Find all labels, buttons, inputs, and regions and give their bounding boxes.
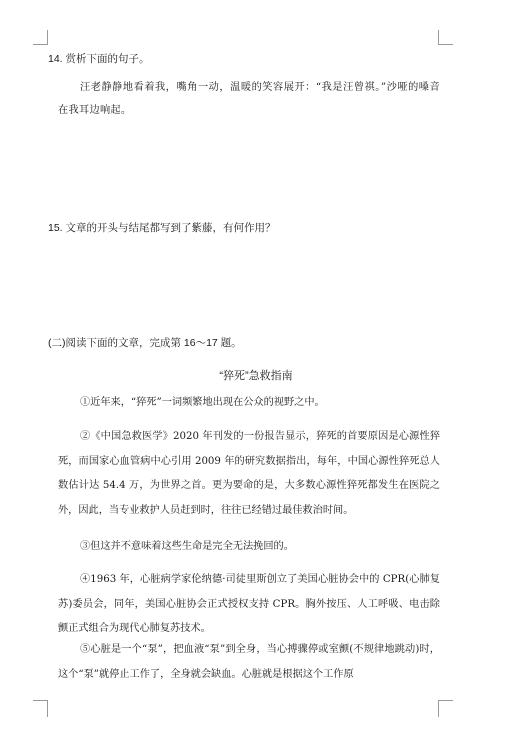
paragraph-4: ④1963 年，心脏病学家伦纳德·司徒里斯创立了美国心脏协会中的 CPR(心肺复苏)委员会，同年，美国心脏协会正式授权支持 CPR。胸外按压、人工呼吸、电击除颤正式组合为现代心肺复苏技术。	[58, 574, 440, 634]
crop-mark-bottom-right	[438, 700, 453, 717]
paragraph-3: ③但这并不意味着这些生命是完全无法挽回的。	[80, 541, 294, 552]
paragraph-1: ①近年来，“猝死”一词频繁地出现在公众的视野之中。	[80, 397, 325, 408]
section-2-intro: (二)阅读下面的文章，完成第 16～17 题。	[48, 337, 242, 349]
paragraph-2: ②《中国急救医学》2020 年刊发的一份报告显示，猝死的首要原因是心源性猝死，而国家心血管病中心引用 2009 年的研究数据指出，每年，中国心源性猝死总人数估计达 54.4 万，为世界之首。更为要命的是，大多数心源性猝死都发生在医院之外，因此，当专业救护人员赶到时，往往已经错过最佳救治时间。	[58, 431, 440, 516]
question-15: 15. 文章的开头与结尾都写到了紫藤，有何作用？	[48, 222, 276, 234]
crop-mark-top-left	[33, 30, 48, 45]
paragraph-5: ⑤心脏是一个“泵”，把血液“泵”到全身，当心搏骤停或室颤(不规律地跳动)时，这个“泵”就停止工作了，全身就会缺血。心脏就是根据这个工作原	[58, 644, 440, 680]
crop-mark-bottom-left	[33, 700, 48, 717]
question-14-sentence: 汪老静静地看着我，嘴角一动，温暖的笑容展开：“我是汪曾祺。”沙哑的嗓音在我耳边响起。	[58, 82, 440, 116]
question-14: 14. 赏析下面的句子。	[48, 53, 150, 65]
crop-mark-top-right	[438, 30, 453, 45]
article-title: “猝死”急救指南	[219, 370, 293, 382]
